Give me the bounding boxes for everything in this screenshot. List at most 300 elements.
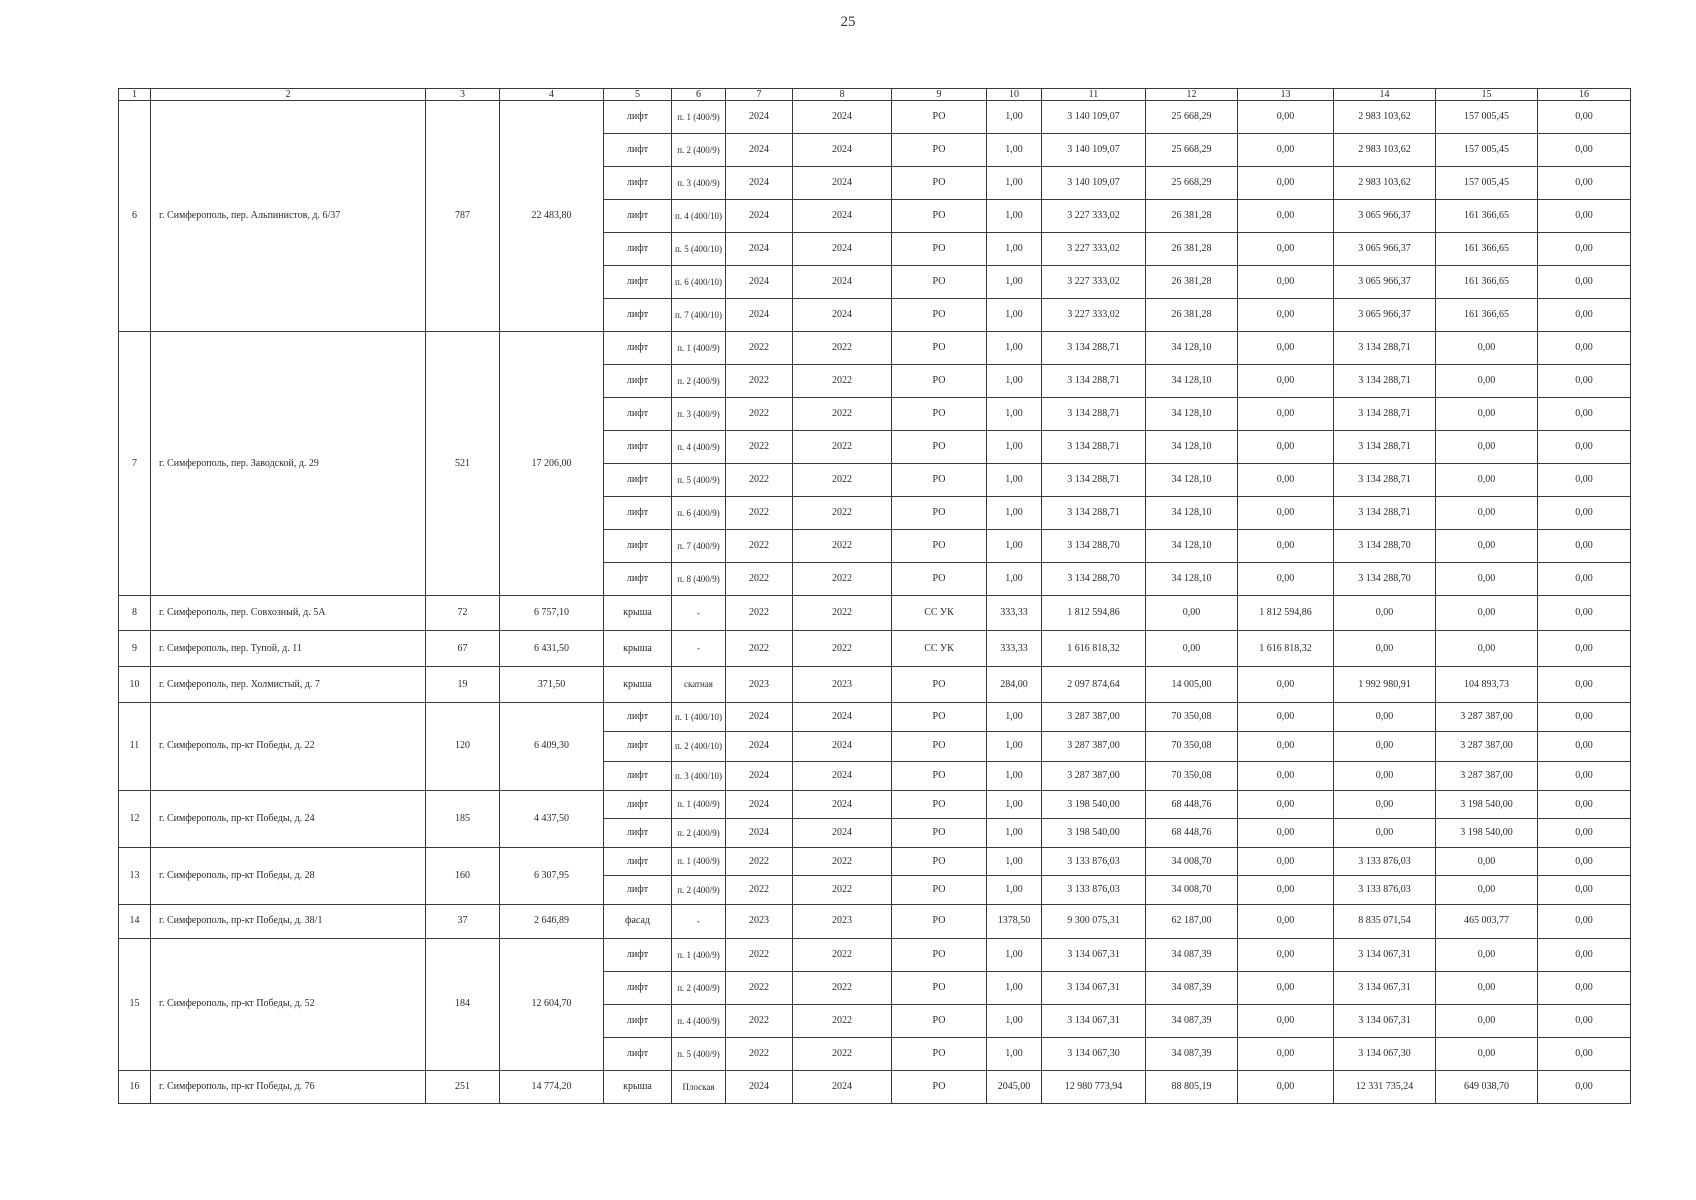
work-detail-cell: п. 2 (400/9) — [672, 365, 726, 398]
apartments-cell: 37 — [426, 904, 500, 938]
fund-budget-cell: 0,00 — [1436, 563, 1538, 596]
unit-cost-cell: 26 381,28 — [1146, 299, 1238, 332]
fund-other-cell: 0,00 — [1538, 761, 1631, 790]
done-year-cell: 2022 — [793, 1037, 892, 1070]
cost-total-cell: 3 287 387,00 — [1042, 761, 1146, 790]
fund-method-cell: РО — [892, 819, 987, 848]
fund-budget-cell: 465 003,77 — [1436, 904, 1538, 938]
fund-owner-cell: 0,00 — [1238, 1004, 1334, 1037]
plan-year-cell: 2024 — [726, 703, 793, 732]
fund-budget-cell: 649 038,70 — [1436, 1070, 1538, 1103]
plan-year-cell: 2024 — [726, 761, 793, 790]
plan-year-cell: 2022 — [726, 1004, 793, 1037]
fund-other-cell: 0,00 — [1538, 299, 1631, 332]
fund-fkr-cell: 3 134 288,71 — [1334, 464, 1436, 497]
cost-total-cell: 3 133 876,03 — [1042, 847, 1146, 876]
cost-total-cell: 3 134 288,70 — [1042, 530, 1146, 563]
volume-cell: 1,00 — [987, 1004, 1042, 1037]
unit-cost-cell: 34 008,70 — [1146, 876, 1238, 905]
work-detail-cell: п. 7 (400/9) — [672, 530, 726, 563]
work-detail-cell: п. 5 (400/10) — [672, 233, 726, 266]
cost-total-cell: 1 616 818,32 — [1042, 631, 1146, 667]
plan-year-cell: 2024 — [726, 1070, 793, 1103]
repair-register-table — [118, 88, 1631, 1104]
fund-budget-cell: 0,00 — [1436, 631, 1538, 667]
volume-cell: 284,00 — [987, 667, 1042, 703]
fund-fkr-cell: 1 992 980,91 — [1334, 667, 1436, 703]
volume-cell: 1378,50 — [987, 904, 1042, 938]
done-year-cell: 2022 — [793, 938, 892, 971]
work-type-cell: лифт — [604, 497, 672, 530]
fund-other-cell: 0,00 — [1538, 1070, 1631, 1103]
column-header: 11 — [1042, 89, 1146, 101]
row-number-cell: 11 — [119, 703, 151, 791]
work-detail-cell: п. 2 (400/9) — [672, 819, 726, 848]
fund-fkr-cell: 3 134 288,71 — [1334, 497, 1436, 530]
volume-cell: 1,00 — [987, 876, 1042, 905]
fund-method-cell: РО — [892, 938, 987, 971]
unit-cost-cell: 62 187,00 — [1146, 904, 1238, 938]
fund-method-cell: РО — [892, 398, 987, 431]
fund-fkr-cell: 3 133 876,03 — [1334, 847, 1436, 876]
column-header: 15 — [1436, 89, 1538, 101]
done-year-cell: 2022 — [793, 332, 892, 365]
plan-year-cell: 2022 — [726, 365, 793, 398]
fund-owner-cell: 0,00 — [1238, 233, 1334, 266]
table-row — [119, 101, 1631, 134]
fund-fkr-cell: 3 133 876,03 — [1334, 876, 1436, 905]
cost-total-cell: 9 300 075,31 — [1042, 904, 1146, 938]
fund-method-cell: РО — [892, 904, 987, 938]
fund-other-cell: 0,00 — [1538, 266, 1631, 299]
fund-owner-cell: 0,00 — [1238, 904, 1334, 938]
fund-other-cell: 0,00 — [1538, 497, 1631, 530]
plan-year-cell: 2024 — [726, 819, 793, 848]
unit-cost-cell: 0,00 — [1146, 631, 1238, 667]
fund-other-cell: 0,00 — [1538, 904, 1631, 938]
cost-total-cell: 3 134 288,71 — [1042, 332, 1146, 365]
cost-total-cell: 1 812 594,86 — [1042, 596, 1146, 631]
fund-fkr-cell: 0,00 — [1334, 631, 1436, 667]
fund-owner-cell: 0,00 — [1238, 847, 1334, 876]
fund-fkr-cell: 3 134 067,31 — [1334, 938, 1436, 971]
unit-cost-cell: 34 128,10 — [1146, 365, 1238, 398]
unit-cost-cell: 25 668,29 — [1146, 167, 1238, 200]
apartments-cell: 521 — [426, 332, 500, 596]
unit-cost-cell: 70 350,08 — [1146, 703, 1238, 732]
fund-other-cell: 0,00 — [1538, 1037, 1631, 1070]
done-year-cell: 2024 — [793, 732, 892, 761]
fund-budget-cell: 0,00 — [1436, 847, 1538, 876]
fund-budget-cell: 3 198 540,00 — [1436, 819, 1538, 848]
fund-method-cell: РО — [892, 563, 987, 596]
done-year-cell: 2023 — [793, 904, 892, 938]
cost-total-cell: 12 980 773,94 — [1042, 1070, 1146, 1103]
work-type-cell: крыша — [604, 596, 672, 631]
fund-method-cell: РО — [892, 1004, 987, 1037]
fund-method-cell: СС УК — [892, 631, 987, 667]
apartments-cell: 251 — [426, 1070, 500, 1103]
fund-budget-cell: 0,00 — [1436, 365, 1538, 398]
work-type-cell: лифт — [604, 134, 672, 167]
fund-method-cell: СС УК — [892, 596, 987, 631]
column-header: 2 — [151, 89, 426, 101]
fund-method-cell: РО — [892, 200, 987, 233]
fund-owner-cell: 0,00 — [1238, 167, 1334, 200]
volume-cell: 1,00 — [987, 847, 1042, 876]
fund-other-cell: 0,00 — [1538, 667, 1631, 703]
work-detail-cell: п. 4 (400/10) — [672, 200, 726, 233]
address-cell: г. Симферополь, пр-кт Победы, д. 22 — [151, 703, 426, 791]
fund-owner-cell: 0,00 — [1238, 790, 1334, 819]
fund-budget-cell: 0,00 — [1436, 1004, 1538, 1037]
plan-year-cell: 2022 — [726, 563, 793, 596]
fund-method-cell: РО — [892, 332, 987, 365]
plan-year-cell: 2022 — [726, 938, 793, 971]
unit-cost-cell: 26 381,28 — [1146, 266, 1238, 299]
unit-cost-cell: 34 087,39 — [1146, 1004, 1238, 1037]
fund-owner-cell: 1 616 818,32 — [1238, 631, 1334, 667]
work-detail-cell: - — [672, 904, 726, 938]
work-detail-cell: п. 3 (400/9) — [672, 167, 726, 200]
volume-cell: 2045,00 — [987, 1070, 1042, 1103]
row-number-cell: 10 — [119, 667, 151, 703]
work-detail-cell: п. 3 (400/9) — [672, 398, 726, 431]
unit-cost-cell: 70 350,08 — [1146, 761, 1238, 790]
work-type-cell: лифт — [604, 332, 672, 365]
cost-total-cell: 2 097 874,64 — [1042, 667, 1146, 703]
fund-other-cell: 0,00 — [1538, 971, 1631, 1004]
work-detail-cell: п. 4 (400/9) — [672, 1004, 726, 1037]
fund-owner-cell: 0,00 — [1238, 431, 1334, 464]
fund-budget-cell: 0,00 — [1436, 464, 1538, 497]
volume-cell: 1,00 — [987, 938, 1042, 971]
done-year-cell: 2024 — [793, 266, 892, 299]
fund-method-cell: РО — [892, 233, 987, 266]
done-year-cell: 2024 — [793, 167, 892, 200]
done-year-cell: 2024 — [793, 134, 892, 167]
fund-fkr-cell: 3 134 288,71 — [1334, 365, 1436, 398]
fund-other-cell: 0,00 — [1538, 1004, 1631, 1037]
address-cell: г. Симферополь, пер. Совхозный, д. 5А — [151, 596, 426, 631]
apartments-cell: 184 — [426, 938, 500, 1070]
address-cell: г. Симферополь, пер. Тупой, д. 11 — [151, 631, 426, 667]
cost-total-cell: 3 198 540,00 — [1042, 790, 1146, 819]
done-year-cell: 2024 — [793, 101, 892, 134]
fund-owner-cell: 0,00 — [1238, 1070, 1334, 1103]
plan-year-cell: 2024 — [726, 167, 793, 200]
table-row — [119, 790, 1631, 819]
fund-owner-cell: 0,00 — [1238, 134, 1334, 167]
done-year-cell: 2024 — [793, 790, 892, 819]
fund-budget-cell: 104 893,73 — [1436, 667, 1538, 703]
fund-owner-cell: 0,00 — [1238, 200, 1334, 233]
work-type-cell: лифт — [604, 365, 672, 398]
work-detail-cell: п. 1 (400/9) — [672, 101, 726, 134]
column-header: 13 — [1238, 89, 1334, 101]
column-header: 5 — [604, 89, 672, 101]
volume-cell: 1,00 — [987, 530, 1042, 563]
unit-cost-cell: 34 087,39 — [1146, 938, 1238, 971]
cost-total-cell: 3 198 540,00 — [1042, 819, 1146, 848]
row-number-cell: 14 — [119, 904, 151, 938]
plan-year-cell: 2024 — [726, 299, 793, 332]
work-detail-cell: п. 5 (400/9) — [672, 464, 726, 497]
done-year-cell: 2024 — [793, 819, 892, 848]
unit-cost-cell: 34 008,70 — [1146, 847, 1238, 876]
done-year-cell: 2022 — [793, 971, 892, 1004]
work-type-cell: лифт — [604, 464, 672, 497]
address-cell: г. Симферополь, пер. Заводской, д. 29 — [151, 332, 426, 596]
fund-budget-cell: 0,00 — [1436, 876, 1538, 905]
fund-method-cell: РО — [892, 101, 987, 134]
fund-owner-cell: 0,00 — [1238, 667, 1334, 703]
unit-cost-cell: 34 087,39 — [1146, 971, 1238, 1004]
work-type-cell: лифт — [604, 299, 672, 332]
fund-other-cell: 0,00 — [1538, 464, 1631, 497]
volume-cell: 1,00 — [987, 200, 1042, 233]
fund-owner-cell: 0,00 — [1238, 530, 1334, 563]
volume-cell: 1,00 — [987, 497, 1042, 530]
cost-total-cell: 3 134 067,30 — [1042, 1037, 1146, 1070]
cost-total-cell: 3 134 288,71 — [1042, 365, 1146, 398]
work-detail-cell: Плоская — [672, 1070, 726, 1103]
work-type-cell: лифт — [604, 530, 672, 563]
cost-total-cell: 3 133 876,03 — [1042, 876, 1146, 905]
done-year-cell: 2024 — [793, 299, 892, 332]
column-header: 10 — [987, 89, 1042, 101]
fund-other-cell: 0,00 — [1538, 398, 1631, 431]
area-cell: 17 206,00 — [500, 332, 604, 596]
fund-budget-cell: 157 005,45 — [1436, 167, 1538, 200]
row-number-cell: 9 — [119, 631, 151, 667]
work-type-cell: крыша — [604, 1070, 672, 1103]
column-header: 9 — [892, 89, 987, 101]
unit-cost-cell: 26 381,28 — [1146, 233, 1238, 266]
fund-fkr-cell: 3 134 288,71 — [1334, 398, 1436, 431]
fund-method-cell: РО — [892, 1070, 987, 1103]
plan-year-cell: 2022 — [726, 332, 793, 365]
fund-method-cell: РО — [892, 876, 987, 905]
unit-cost-cell: 34 128,10 — [1146, 530, 1238, 563]
address-cell: г. Симферополь, пер. Альпинистов, д. 6/37 — [151, 101, 426, 332]
column-number-row — [119, 89, 1631, 101]
address-cell: г. Симферополь, пр-кт Победы, д. 52 — [151, 938, 426, 1070]
done-year-cell: 2022 — [793, 1004, 892, 1037]
plan-year-cell: 2022 — [726, 847, 793, 876]
fund-owner-cell: 0,00 — [1238, 266, 1334, 299]
volume-cell: 1,00 — [987, 167, 1042, 200]
work-type-cell: лифт — [604, 398, 672, 431]
unit-cost-cell: 68 448,76 — [1146, 790, 1238, 819]
volume-cell: 1,00 — [987, 431, 1042, 464]
fund-fkr-cell: 3 065 966,37 — [1334, 200, 1436, 233]
row-number-cell: 7 — [119, 332, 151, 596]
plan-year-cell: 2024 — [726, 200, 793, 233]
area-cell: 6 307,95 — [500, 847, 604, 904]
volume-cell: 1,00 — [987, 971, 1042, 1004]
done-year-cell: 2024 — [793, 1070, 892, 1103]
plan-year-cell: 2023 — [726, 904, 793, 938]
fund-other-cell: 0,00 — [1538, 530, 1631, 563]
column-header: 3 — [426, 89, 500, 101]
plan-year-cell: 2022 — [726, 596, 793, 631]
volume-cell: 1,00 — [987, 790, 1042, 819]
volume-cell: 1,00 — [987, 464, 1042, 497]
fund-fkr-cell: 2 983 103,62 — [1334, 134, 1436, 167]
fund-owner-cell: 0,00 — [1238, 464, 1334, 497]
apartments-cell: 185 — [426, 790, 500, 847]
unit-cost-cell: 34 128,10 — [1146, 332, 1238, 365]
volume-cell: 1,00 — [987, 266, 1042, 299]
done-year-cell: 2024 — [793, 233, 892, 266]
fund-budget-cell: 0,00 — [1436, 530, 1538, 563]
cost-total-cell: 3 134 288,71 — [1042, 398, 1146, 431]
work-type-cell: лифт — [604, 847, 672, 876]
unit-cost-cell: 0,00 — [1146, 596, 1238, 631]
cost-total-cell: 3 134 288,70 — [1042, 563, 1146, 596]
cost-total-cell: 3 227 333,02 — [1042, 200, 1146, 233]
done-year-cell: 2022 — [793, 563, 892, 596]
cost-total-cell: 3 134 288,71 — [1042, 431, 1146, 464]
done-year-cell: 2024 — [793, 200, 892, 233]
done-year-cell: 2022 — [793, 596, 892, 631]
column-header: 1 — [119, 89, 151, 101]
fund-fkr-cell: 0,00 — [1334, 732, 1436, 761]
cost-total-cell: 3 134 288,71 — [1042, 497, 1146, 530]
fund-fkr-cell: 0,00 — [1334, 596, 1436, 631]
volume-cell: 1,00 — [987, 101, 1042, 134]
done-year-cell: 2022 — [793, 431, 892, 464]
fund-owner-cell: 0,00 — [1238, 761, 1334, 790]
plan-year-cell: 2024 — [726, 101, 793, 134]
fund-other-cell: 0,00 — [1538, 790, 1631, 819]
fund-method-cell: РО — [892, 530, 987, 563]
fund-fkr-cell: 3 134 288,70 — [1334, 530, 1436, 563]
unit-cost-cell: 25 668,29 — [1146, 134, 1238, 167]
fund-other-cell: 0,00 — [1538, 332, 1631, 365]
unit-cost-cell: 34 128,10 — [1146, 497, 1238, 530]
fund-method-cell: РО — [892, 299, 987, 332]
column-header: 16 — [1538, 89, 1631, 101]
fund-fkr-cell: 3 065 966,37 — [1334, 299, 1436, 332]
fund-budget-cell: 161 366,65 — [1436, 233, 1538, 266]
fund-owner-cell: 0,00 — [1238, 732, 1334, 761]
area-cell: 14 774,20 — [500, 1070, 604, 1103]
volume-cell: 1,00 — [987, 332, 1042, 365]
fund-method-cell: РО — [892, 134, 987, 167]
fund-fkr-cell: 3 065 966,37 — [1334, 233, 1436, 266]
volume-cell: 1,00 — [987, 233, 1042, 266]
plan-year-cell: 2022 — [726, 530, 793, 563]
fund-method-cell: РО — [892, 790, 987, 819]
fund-method-cell: РО — [892, 703, 987, 732]
plan-year-cell: 2022 — [726, 1037, 793, 1070]
plan-year-cell: 2024 — [726, 266, 793, 299]
fund-budget-cell: 0,00 — [1436, 497, 1538, 530]
column-header: 14 — [1334, 89, 1436, 101]
fund-fkr-cell: 3 134 288,70 — [1334, 563, 1436, 596]
address-cell: г. Симферополь, пр-кт Победы, д. 38/1 — [151, 904, 426, 938]
column-header: 8 — [793, 89, 892, 101]
address-cell: г. Симферополь, пер. Холмистый, д. 7 — [151, 667, 426, 703]
volume-cell: 1,00 — [987, 365, 1042, 398]
fund-method-cell: РО — [892, 431, 987, 464]
fund-budget-cell: 3 287 387,00 — [1436, 703, 1538, 732]
fund-owner-cell: 0,00 — [1238, 299, 1334, 332]
table-row — [119, 904, 1631, 938]
volume-cell: 333,33 — [987, 631, 1042, 667]
done-year-cell: 2024 — [793, 703, 892, 732]
fund-budget-cell: 0,00 — [1436, 431, 1538, 464]
work-type-cell: лифт — [604, 101, 672, 134]
fund-other-cell: 0,00 — [1538, 233, 1631, 266]
unit-cost-cell: 68 448,76 — [1146, 819, 1238, 848]
work-detail-cell: п. 6 (400/10) — [672, 266, 726, 299]
fund-other-cell: 0,00 — [1538, 365, 1631, 398]
work-type-cell: лифт — [604, 1037, 672, 1070]
fund-owner-cell: 0,00 — [1238, 703, 1334, 732]
fund-budget-cell: 157 005,45 — [1436, 134, 1538, 167]
work-detail-cell: скатная — [672, 667, 726, 703]
fund-other-cell: 0,00 — [1538, 563, 1631, 596]
row-number-cell: 15 — [119, 938, 151, 1070]
fund-method-cell: РО — [892, 847, 987, 876]
work-type-cell: крыша — [604, 631, 672, 667]
unit-cost-cell: 34 128,10 — [1146, 398, 1238, 431]
fund-fkr-cell: 3 134 288,71 — [1334, 332, 1436, 365]
fund-other-cell: 0,00 — [1538, 732, 1631, 761]
table-row — [119, 596, 1631, 631]
plan-year-cell: 2022 — [726, 631, 793, 667]
fund-other-cell: 0,00 — [1538, 819, 1631, 848]
fund-fkr-cell: 12 331 735,24 — [1334, 1070, 1436, 1103]
fund-owner-cell: 1 812 594,86 — [1238, 596, 1334, 631]
fund-fkr-cell: 0,00 — [1334, 703, 1436, 732]
apartments-cell: 19 — [426, 667, 500, 703]
table-row — [119, 847, 1631, 876]
work-type-cell: лифт — [604, 563, 672, 596]
work-detail-cell: п. 7 (400/10) — [672, 299, 726, 332]
work-detail-cell: п. 3 (400/10) — [672, 761, 726, 790]
page-number: 25 — [840, 14, 856, 30]
fund-method-cell: РО — [892, 732, 987, 761]
area-cell: 4 437,50 — [500, 790, 604, 847]
table-row — [119, 332, 1631, 365]
apartments-cell: 160 — [426, 847, 500, 904]
volume-cell: 1,00 — [987, 563, 1042, 596]
work-type-cell: лифт — [604, 971, 672, 1004]
fund-owner-cell: 0,00 — [1238, 497, 1334, 530]
cost-total-cell: 3 134 067,31 — [1042, 938, 1146, 971]
area-cell: 6 757,10 — [500, 596, 604, 631]
fund-owner-cell: 0,00 — [1238, 563, 1334, 596]
cost-total-cell: 3 287 387,00 — [1042, 703, 1146, 732]
plan-year-cell: 2022 — [726, 431, 793, 464]
fund-other-cell: 0,00 — [1538, 101, 1631, 134]
fund-budget-cell: 0,00 — [1436, 596, 1538, 631]
plan-year-cell: 2022 — [726, 398, 793, 431]
work-type-cell: фасад — [604, 904, 672, 938]
fund-fkr-cell: 8 835 071,54 — [1334, 904, 1436, 938]
fund-method-cell: РО — [892, 1037, 987, 1070]
fund-budget-cell: 0,00 — [1436, 398, 1538, 431]
fund-method-cell: РО — [892, 266, 987, 299]
fund-other-cell: 0,00 — [1538, 134, 1631, 167]
fund-other-cell: 0,00 — [1538, 167, 1631, 200]
work-detail-cell: п. 2 (400/10) — [672, 732, 726, 761]
fund-fkr-cell: 2 983 103,62 — [1334, 167, 1436, 200]
